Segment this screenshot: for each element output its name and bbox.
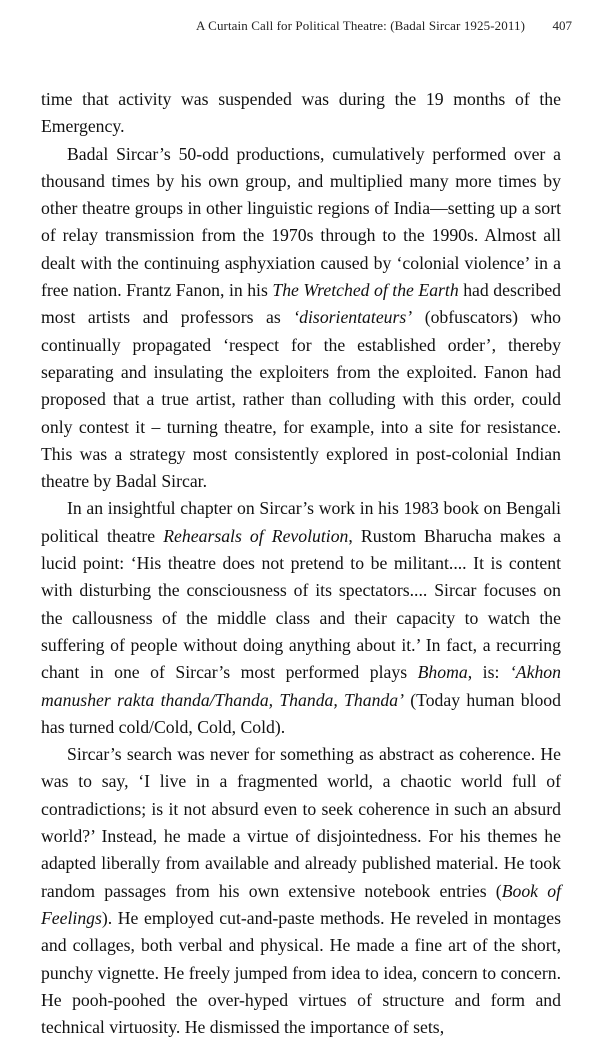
paragraph-3 bbox=[41, 495, 561, 741]
paragraph-2 bbox=[41, 141, 561, 496]
play-title-italic: Bhoma bbox=[417, 662, 468, 683]
term-italic: ‘disorientateurs’ bbox=[293, 307, 413, 328]
running-header bbox=[0, 18, 600, 40]
running-title: A Curtain Call for Political Theatre: (Badal Sircar 1925-2011) bbox=[196, 18, 525, 33]
text-run: Badal Sircar’s 50-odd productions, cumulatively performed over a thousand times by his own group, and multiplied many more times by other theatre groups in other linguistic regions of India—setting up a sort of relay transmission from the 1970s through to the 1990s. Almost all dealt with the continuing asphyxiation caused by ‘colonial violence’ in a free nation. Frantz Fanon, in his bbox=[41, 143, 561, 301]
paragraph-4 bbox=[41, 741, 561, 1041]
text-run: (Today human blood has turned cold/Cold, Cold, Cold). bbox=[41, 689, 561, 737]
text-run: time that activity was suspended was during the 19 months of the Emergency. bbox=[41, 89, 561, 137]
text-run: (obfuscators) who continually propagated ‘respect for the established order’, thereby separating and insulating the exploiters from the exploited. Fanon had proposed that a true artist, rather than colluding with this order, could only contest it – turning theatre, for example, into a site for resistance. This was a strategy most consistently explored in post-colonial Indian theatre by Badal Sircar. bbox=[41, 307, 562, 492]
page-number: 407 bbox=[552, 18, 572, 33]
text-run: In an insightful chapter on Sircar’s work in his 1983 book on Bengali political theatre bbox=[41, 498, 561, 546]
text-run: ). He employed cut-and-paste methods. He reveled in montages and collages, both verbal and physical. He made a fine art of the short, punchy vignette. He freely jumped from idea to idea, concern to concern. He pooh-poohed the over-hyped virtues of structure and form and technical virtuosity. He dismissed the importance of sets, bbox=[41, 907, 561, 1038]
book-title-italic: The Wretched of the Earth bbox=[272, 280, 459, 301]
paragraph-1 bbox=[41, 86, 561, 141]
book-title-italic: Rehearsals of Revolution bbox=[163, 525, 349, 546]
body-text bbox=[41, 86, 561, 1041]
text-run: , is: bbox=[467, 662, 510, 683]
book-title-italic: Book of Feelings bbox=[41, 880, 561, 928]
chant-italic: ‘Akhon manusher rakta thanda/Thanda, Thanda, Thanda’ bbox=[41, 662, 561, 710]
text-run: Sircar’s search was never for something as abstract as coherence. He was to say, ‘I live in a fragmented world, a chaotic world full of contradictions; is it not absurd even to seek coherence in such an absurd world?’ Instead, he made a virtue of disjointedness. For his themes he adapted liberally from available and already published material. He took random passages from his own extensive notebook entries ( bbox=[41, 744, 561, 901]
text-run: , Rustom Bharucha makes a lucid point: ‘His theatre does not pretend to be militant.... It is content with disturbing the consciousness of its spectators.... Sircar focuses on the callousness of the middle class and their capacity to watch the suffering of people without doing anything about it.’ In fact, a recurring chant in one of Sircar’s most performed plays bbox=[41, 525, 562, 683]
text-run: had described most artists and professors as bbox=[41, 280, 562, 328]
